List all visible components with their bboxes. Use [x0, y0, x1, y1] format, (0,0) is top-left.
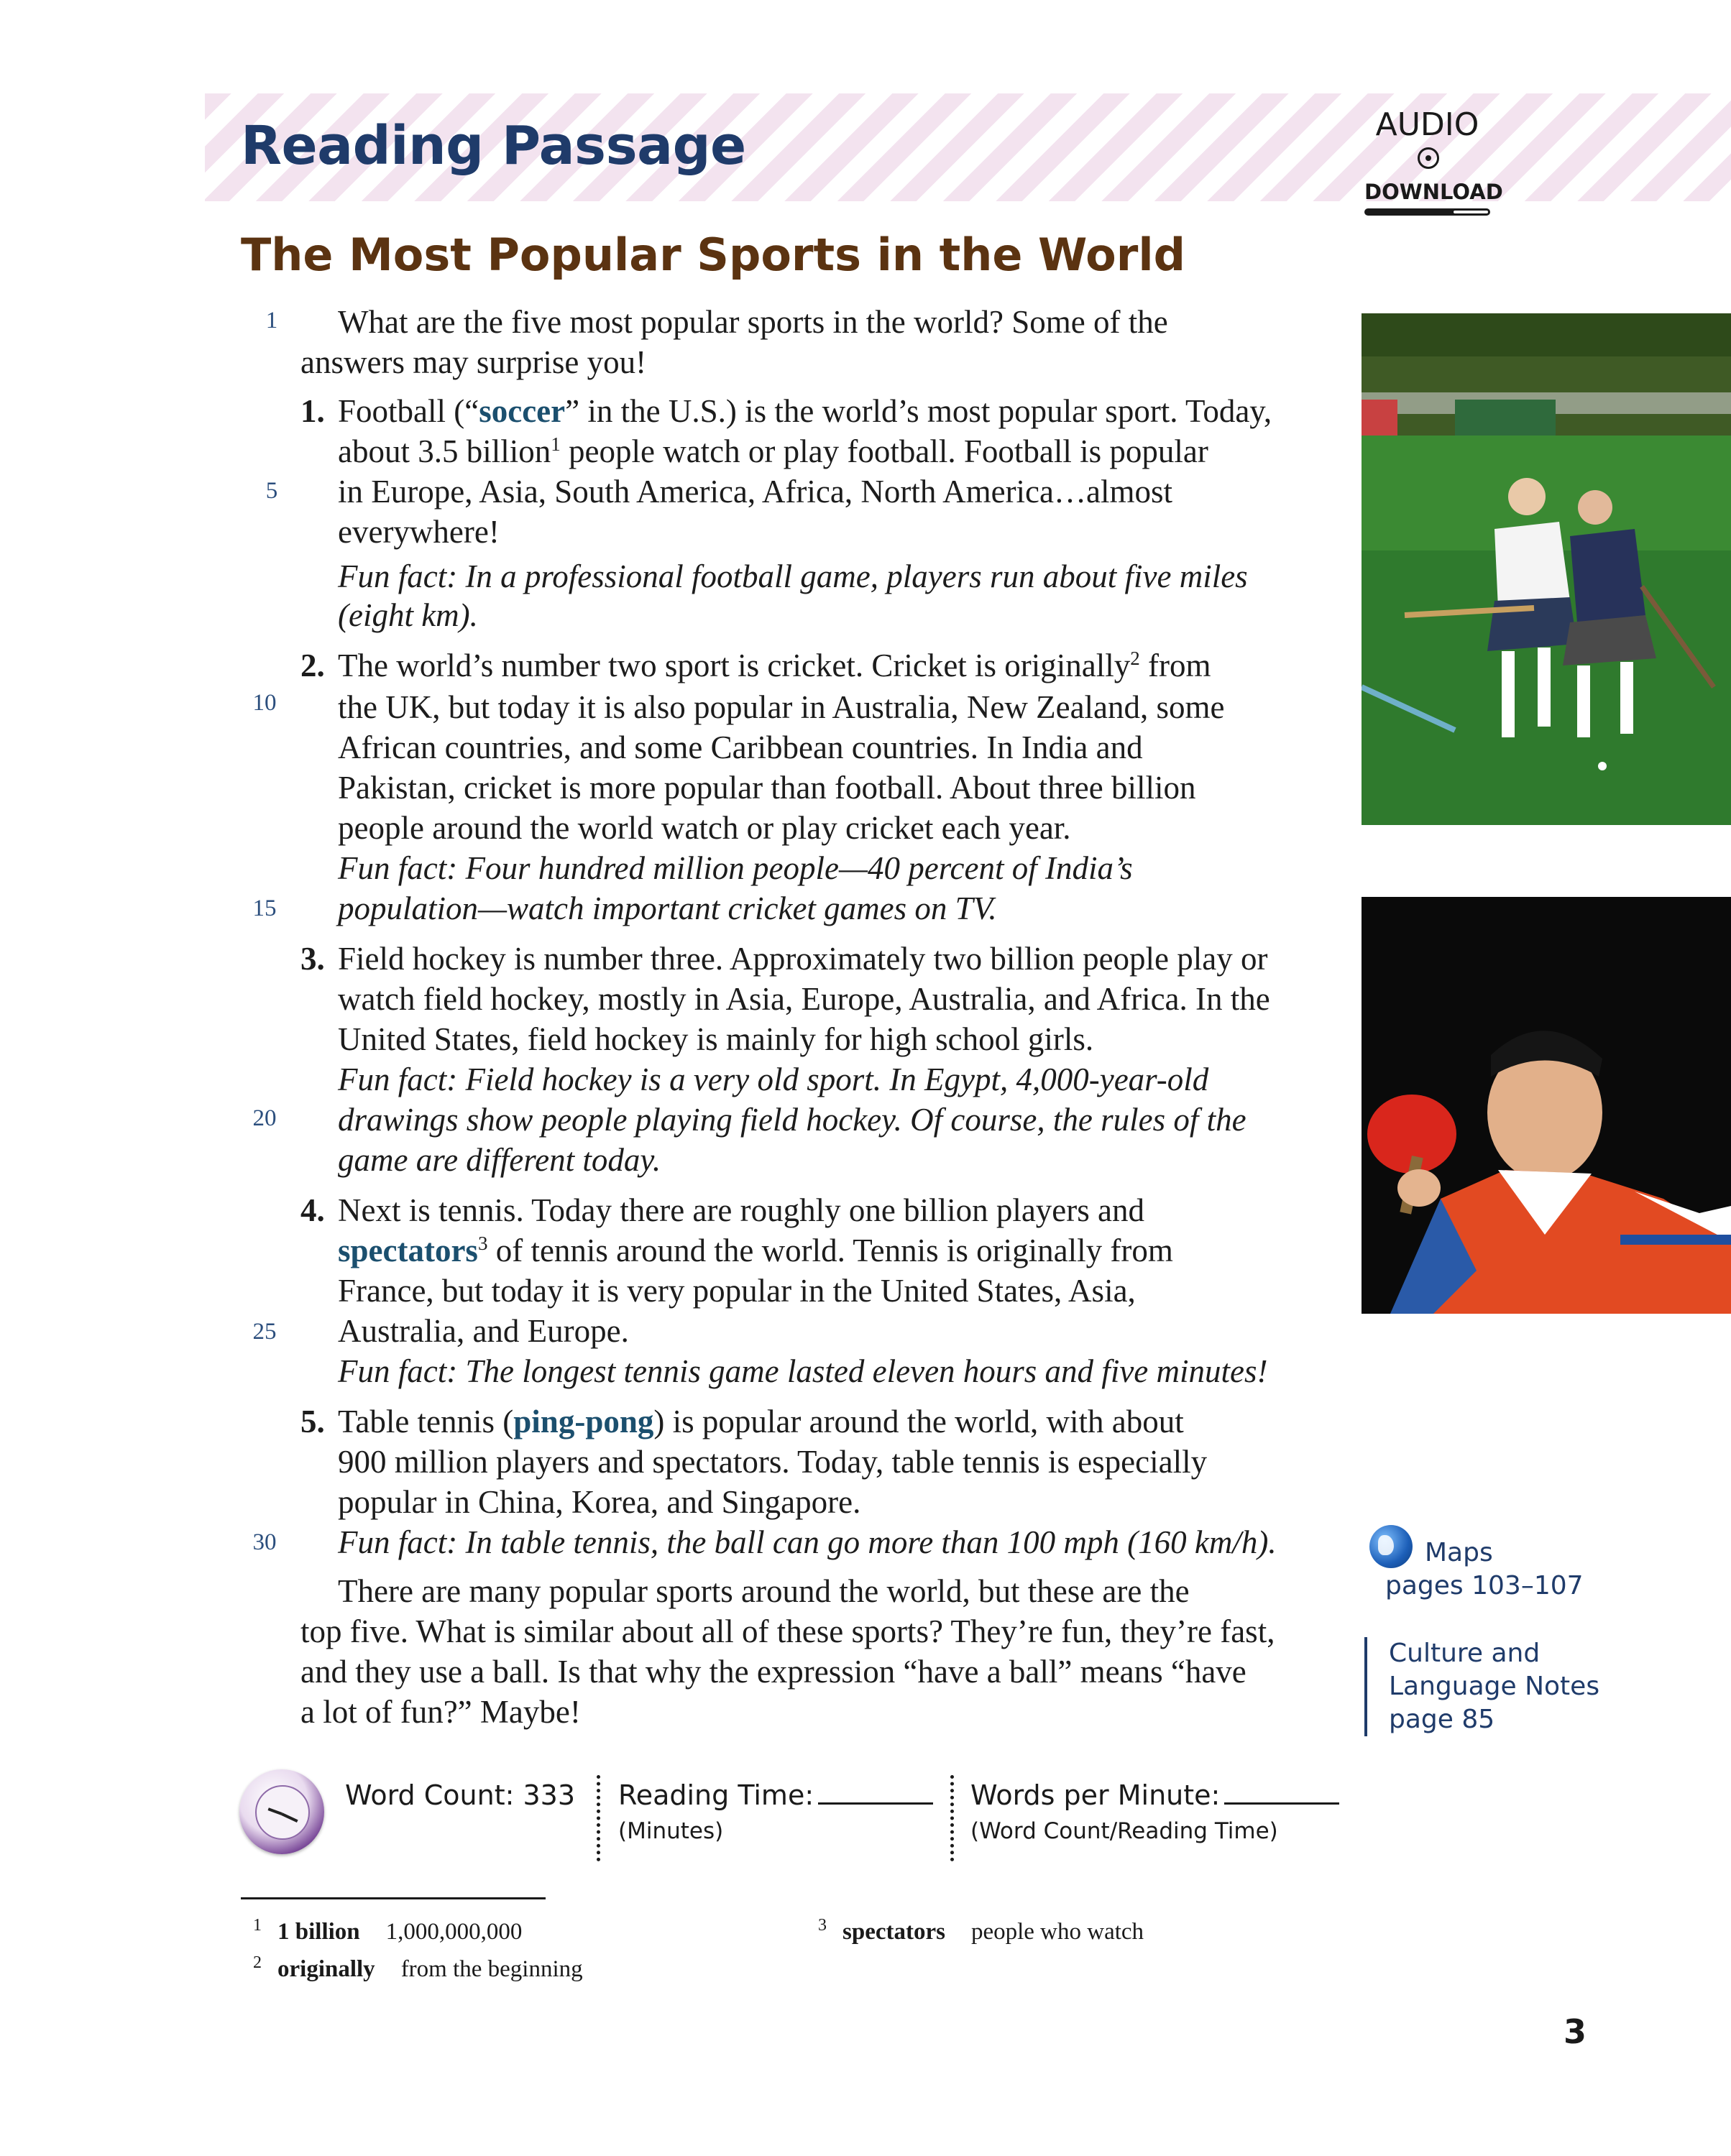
paragraph-line: France, but today it is very popular in the United States, Asia, — [338, 1273, 1136, 1309]
footnote-ref: 2 — [1130, 647, 1140, 669]
fun-fact-line: Fun fact: The longest tennis game lasted eleven hours and five minutes! — [338, 1353, 1268, 1389]
paragraph-line: Field hockey is number three. Approximately two billion people play or — [338, 941, 1268, 977]
field-hockey-photo — [1362, 313, 1731, 825]
line-number: 25 — [252, 1319, 277, 1345]
audio-label: AUDIO — [1375, 106, 1479, 143]
dotted-divider — [597, 1775, 600, 1861]
paragraph-line: United States, field hockey is mainly for high school girls. — [338, 1021, 1094, 1057]
paragraph-line: about 3.5 billion$^1$ people watch or play football. Football is popular — [338, 433, 1208, 469]
reading-time-sub: (Minutes) — [618, 1818, 724, 1844]
audio-download-button[interactable] — [1364, 106, 1503, 216]
paragraph-line: in Europe, Asia, South America, Africa, North America…almost — [338, 474, 1172, 510]
intro-line: answers may surprise you! — [300, 344, 647, 380]
fun-fact-line: (eight km). — [338, 597, 478, 633]
footnote-3: $^3$ spectators people who watch — [818, 1916, 1144, 1945]
dotted-divider — [950, 1775, 954, 1861]
line-number: 5 — [265, 478, 278, 504]
fun-fact-line: drawings show people playing field hockey. Of course, the rules of the — [338, 1102, 1246, 1138]
maps-pages: pages 103–107 — [1385, 1571, 1584, 1600]
conclusion-line: top five. What is similar about all of these sports? They’re fun, they’re fast, — [300, 1613, 1275, 1649]
audio-disc-icon — [1418, 147, 1439, 169]
culture-line: Language Notes — [1389, 1672, 1600, 1701]
line-number: 15 — [252, 895, 277, 921]
fun-fact-line: population—watch important cricket games on TV. — [338, 890, 997, 926]
conclusion-line: and they use a ball. Is that why the expression “have a ball” means “have — [300, 1654, 1246, 1690]
glossary-term-ping-pong[interactable]: ping-pong — [513, 1404, 654, 1439]
page-number: 3 — [1564, 2012, 1587, 2051]
line-number: 30 — [252, 1529, 277, 1555]
footnote-1: $^1$ 1 billion 1,000,000,000 — [253, 1916, 523, 1945]
fun-fact-line: Fun fact: Four hundred million people—40 percent of India’s — [338, 850, 1133, 886]
paragraph-line: 900 million players and spectators. Today, table tennis is especially — [338, 1444, 1208, 1480]
article-title: The Most Popular Sports in the World — [241, 229, 1185, 281]
line-number: 10 — [252, 690, 277, 716]
culture-line: page 85 — [1389, 1705, 1495, 1734]
footnote-rule — [241, 1897, 546, 1899]
paragraph-line: Pakistan, cricket is more popular than football. About three billion — [338, 770, 1196, 806]
conclusion-line: There are many popular sports around the world, but these are the — [338, 1573, 1190, 1609]
paragraph-line: the UK, but today it is also popular in Australia, New Zealand, some — [338, 689, 1225, 725]
wpm-blank[interactable] — [1224, 1781, 1339, 1805]
paragraph-line: Next is tennis. Today there are roughly one billion players and — [338, 1192, 1144, 1228]
download-bar — [1364, 208, 1490, 216]
paragraph-line: Australia, and Europe. — [338, 1313, 629, 1349]
conclusion-line: a lot of fun?” Maybe! — [300, 1694, 581, 1730]
paragraph-line: Table tennis (ping-pong) is popular around the world, with about — [338, 1404, 1184, 1439]
download-label: DOWNLOAD — [1364, 180, 1503, 204]
culture-notes-reference-link[interactable] — [1364, 1637, 1599, 1736]
item-number: 3. — [300, 941, 325, 977]
paragraph-line: The world’s number two sport is cricket. Cricket is originally$^2$ from — [338, 647, 1211, 683]
paragraph-line: spectators$^3$ of tennis around the world. Tennis is originally from — [338, 1232, 1173, 1268]
reading-time-blank[interactable] — [818, 1781, 933, 1805]
fun-fact-line: game are different today. — [338, 1142, 661, 1178]
footnote-ref: 3 — [477, 1232, 488, 1254]
paragraph-line: popular in China, Korea, and Singapore. — [338, 1484, 861, 1520]
section-title: Reading Passage — [241, 115, 746, 177]
globe-icon — [1369, 1525, 1413, 1568]
glossary-term-spectators[interactable]: spectators — [338, 1233, 478, 1268]
fun-fact-line: Fun fact: In table tennis, the ball can go more than 100 mph (160 km/h). — [338, 1524, 1277, 1560]
item-number: 5. — [300, 1404, 325, 1439]
fun-fact-line: Fun fact: In a professional football game, players run about five miles — [338, 558, 1248, 594]
clock-icon — [239, 1769, 324, 1854]
reading-time-field[interactable]: Reading Time: — [618, 1779, 933, 1811]
item-number: 4. — [300, 1192, 325, 1228]
item-number: 1. — [300, 393, 325, 429]
fun-fact-line: Fun fact: Field hockey is a very old sport. In Egypt, 4,000-year-old — [338, 1061, 1209, 1097]
intro-line: What are the five most popular sports in the world? Some of the — [338, 304, 1168, 340]
paragraph-line: watch field hockey, mostly in Asia, Europe, Australia, and Africa. In the — [338, 981, 1270, 1017]
item-number: 2. — [300, 648, 325, 683]
word-count: Word Count: 333 — [345, 1779, 576, 1811]
table-tennis-photo — [1362, 897, 1731, 1314]
culture-line: Culture and — [1389, 1639, 1541, 1668]
paragraph-line: people around the world watch or play cricket each year. — [338, 810, 1071, 846]
footnote-ref: 1 — [551, 433, 561, 455]
words-per-minute-field[interactable]: Words per Minute: — [970, 1779, 1339, 1811]
glossary-term-soccer[interactable]: soccer — [479, 393, 566, 429]
line-number: 1 — [265, 308, 278, 333]
maps-label: Maps — [1425, 1538, 1493, 1567]
paragraph-line: Football (“soccer” in the U.S.) is the world’s most popular sport. Today, — [338, 393, 1272, 429]
paragraph-line: everywhere! — [338, 514, 500, 550]
audio-label-row — [1364, 108, 1490, 177]
wpm-sub: (Word Count/Reading Time) — [970, 1818, 1278, 1844]
line-number: 20 — [252, 1105, 277, 1131]
footnote-2: $^2$ originally from the beginning — [253, 1953, 583, 1982]
paragraph-line: African countries, and some Caribbean countries. In India and — [338, 729, 1143, 765]
